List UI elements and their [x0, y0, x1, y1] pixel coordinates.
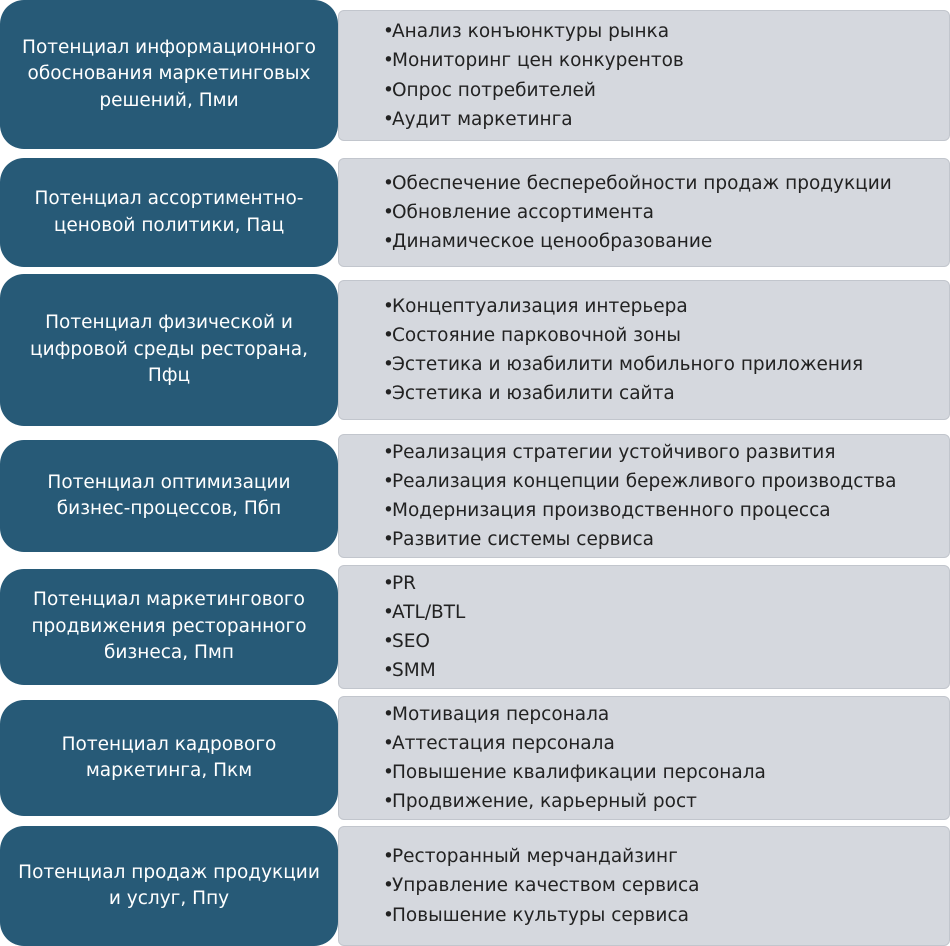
potential-label-text: Потенциал информационного обоснования маркетинговых решений, Пми	[22, 36, 316, 111]
list-item: •SEO	[383, 631, 430, 652]
potential-label-text: Потенциал физической и цифровой среды ресторана, Пфц	[30, 312, 308, 387]
potential-label-text: Потенциал маркетингового продвижения ресторанного бизнеса, Пмп	[31, 589, 307, 664]
potential-row-pfc	[0, 274, 950, 426]
list-item: •Мониторинг цен конкурентов	[383, 50, 684, 72]
list-item: •Концептуализация интерьера	[383, 295, 688, 317]
list-item: •Реализация стратегии устойчивого развития	[383, 441, 836, 463]
list-item: •Обновление ассортимента	[383, 201, 654, 223]
list-item: •Ресторанный мерчандайзинг	[383, 846, 678, 868]
potential-row-pbp	[0, 434, 950, 558]
list-item: •Динамическое ценообразование	[383, 231, 713, 253]
potential-label	[0, 440, 338, 552]
factor-list	[338, 826, 950, 946]
potential-label-text: Потенциал ассортиментно-ценовой политики, Пац	[34, 188, 304, 236]
factor-list	[338, 565, 950, 689]
potential-label	[0, 700, 338, 816]
list-item: •Опрос потребителей	[383, 79, 596, 101]
potential-label	[0, 0, 338, 149]
potential-label	[0, 158, 338, 267]
potential-row-pmp	[0, 565, 950, 689]
list-item: •Анализ конъюнктуры рынка	[383, 21, 670, 43]
factor-list	[338, 158, 950, 267]
list-item: •Повышение квалификации персонала	[383, 762, 766, 783]
potential-label	[0, 569, 338, 685]
potential-row-pmi	[0, 0, 950, 149]
potential-label	[0, 274, 338, 426]
list-item: •Развитие системы сервиса	[383, 529, 655, 551]
list-item: •Управление качеством сервиса	[383, 875, 700, 897]
potential-row-ppu	[0, 826, 950, 946]
potential-row-pkm	[0, 696, 950, 820]
list-item: •SMM	[383, 660, 436, 682]
list-item: •Аттестация персонала	[383, 732, 615, 754]
list-item: •Состояние парковочной зоны	[383, 324, 682, 346]
list-item: •Эстетика и юзабилити мобильного приложения	[383, 354, 864, 375]
factor-list	[338, 280, 950, 420]
list-item: •Обеспечение бесперебойности продаж продукции	[383, 172, 892, 194]
potential-label-text: Потенциал оптимизации бизнес-процессов, Пбп	[47, 471, 291, 519]
potential-label	[0, 826, 338, 946]
factor-list	[338, 10, 950, 141]
list-item: •Эстетика и юзабилити сайта	[383, 383, 675, 405]
list-item: •Реализация концепции бережливого производства	[383, 470, 897, 492]
potential-row-pac	[0, 158, 950, 267]
list-item: •ATL/BTL	[383, 601, 466, 623]
list-item: •PR	[383, 572, 417, 594]
list-item: •Аудит маркетинга	[383, 108, 573, 130]
list-item: •Модернизация производственного процесса	[383, 500, 831, 521]
list-item: •Повышение культуры сервиса	[383, 904, 689, 926]
factor-list	[338, 434, 950, 558]
list-item: •Мотивация персонала	[383, 703, 610, 725]
potential-label-text: Потенциал продаж продукции и услуг, Ппу	[18, 861, 320, 909]
factor-list	[338, 696, 950, 820]
list-item: •Продвижение, карьерный рост	[383, 791, 697, 813]
potential-label-text: Потенциал кадрового маркетинга, Пкм	[61, 733, 277, 781]
